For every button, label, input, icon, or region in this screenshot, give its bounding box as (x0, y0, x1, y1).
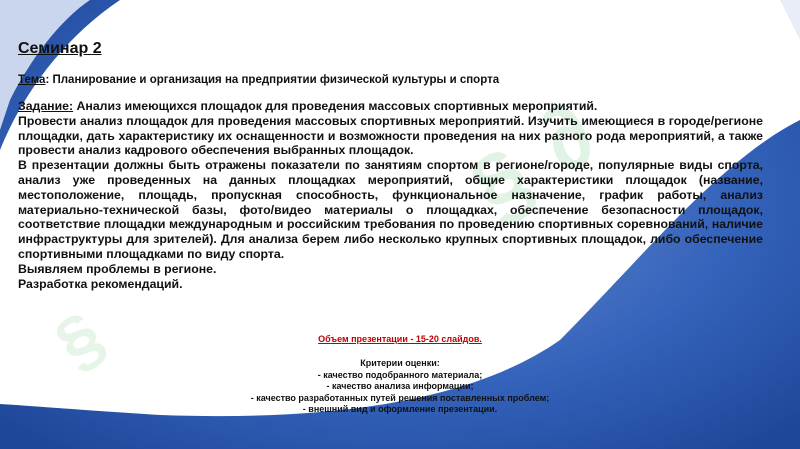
criteria-block (0, 358, 800, 416)
task-paragraph: Выявляем проблемы в регионе. (18, 261, 217, 276)
criteria-item: - качество разработанных путей решения поставленных проблем; (250, 392, 550, 403)
criteria-item: - качество подобранного материала; (317, 369, 483, 380)
task-line (18, 99, 763, 114)
slide-title: Семинар 2 (18, 40, 102, 57)
task-paragraph: Провести анализ площадок для проведения массовых спортивных мероприятий. Изучить имеющиеся в городе/регионе площадки, дать характеристику их оснащенности и возможности проведения на них разного рода мероприятий, а также провести анализ кадрового обеспечения выбранных площадок. (18, 113, 763, 158)
watermark: § ∂ (452, 82, 619, 240)
topic-line (18, 74, 763, 86)
slide-content (18, 40, 763, 291)
topic-label: Тема (18, 74, 46, 86)
task-text: Анализ имеющихся площадок для проведения массовых спортивных мероприятий. (73, 99, 598, 113)
task-body (18, 99, 763, 291)
criteria-title: Критерии оценки: (360, 358, 440, 368)
criteria-item: - внешний вид и оформление презентации. (302, 404, 498, 415)
task-paragraph: Разработка рекомендаций. (18, 276, 183, 291)
criteria-item: - качество анализа информации; (326, 381, 474, 392)
topic-text: : Планирование и организация на предприятии физической культуры и спорта (45, 74, 500, 86)
watermark: § (41, 296, 118, 384)
task-paragraph: В презентации должны быть отражены показатели по занятиям спортом в регионе/городе, популярные виды спорта, анализ уже проведенных на данных площадках мероприятий, общие характеристики площадок (название, местоположение, площадь, пропускная способность, функциональное назначение, график работы, анализ материально-технической базы, фото/видео материалы о площадках, обеспечение безопасности площадок, соответствие площадки международным и российским требования по проведению спортивных соревнований, наличие инфраструктуры для зрителей). Для анализа берем либо несколько крупных спортивных площадок, либо обеспечение спортивными площадками по виду спорта. (18, 158, 763, 261)
volume-note: Объем презентации - 15-20 слайдов. (318, 334, 482, 344)
task-label: Задание: (18, 99, 74, 113)
